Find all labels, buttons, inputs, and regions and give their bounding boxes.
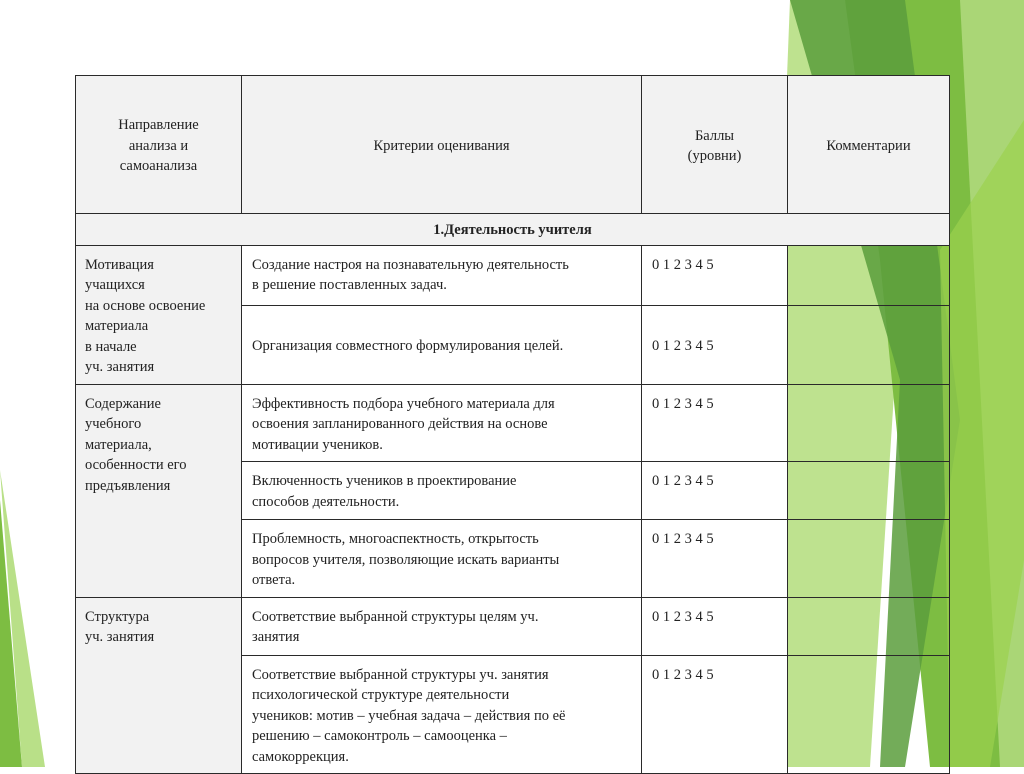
header-direction: Направление анализа и самоанализа — [76, 76, 242, 214]
header-scores: Баллы (уровни) — [642, 76, 788, 214]
criterion-cell: Соответствие выбранной структуры уч. занятия психологической структуре деятельности учеников: мотив – учебная задача – действия по её решению – самоконтроль – самооценка – самокоррекция. — [242, 655, 642, 774]
direction-cell: Содержание учебного материала, особенности его предъявления — [76, 384, 242, 597]
score-cell: 0 1 2 3 4 5 — [642, 245, 788, 305]
comment-cell[interactable] — [788, 245, 950, 305]
header-row — [76, 76, 950, 214]
criterion-cell: Эффективность подбора учебного материала для освоения запланированного действия на основе мотивации учеников. — [242, 384, 642, 462]
comment-cell[interactable] — [788, 520, 950, 598]
table-row — [76, 245, 950, 305]
section-title: 1.Деятельность учителя — [76, 214, 950, 246]
comment-cell[interactable] — [788, 305, 950, 384]
header-comments: Комментарии — [788, 76, 950, 214]
comment-cell[interactable] — [788, 597, 950, 655]
criterion-cell: Организация совместного формулирования целей. — [242, 305, 642, 384]
score-cell: 0 1 2 3 4 5 — [642, 305, 788, 384]
criterion-cell: Проблемность, многоаспектность, открытость вопросов учителя, позволяющие искать варианты ответа. — [242, 520, 642, 598]
section-row — [76, 214, 950, 246]
score-cell: 0 1 2 3 4 5 — [642, 597, 788, 655]
criterion-cell: Соответствие выбранной структуры целям уч. занятия — [242, 597, 642, 655]
table-row — [76, 597, 950, 655]
criterion-cell: Включенность учеников в проектирование способов деятельности. — [242, 462, 642, 520]
comment-cell[interactable] — [788, 462, 950, 520]
evaluation-table — [75, 75, 950, 774]
score-cell: 0 1 2 3 4 5 — [642, 462, 788, 520]
score-cell: 0 1 2 3 4 5 — [642, 655, 788, 774]
score-cell: 0 1 2 3 4 5 — [642, 384, 788, 462]
comment-cell[interactable] — [788, 655, 950, 774]
comment-cell[interactable] — [788, 384, 950, 462]
direction-cell: Мотивация учащихся на основе освоение материала в начале уч. занятия — [76, 245, 242, 384]
score-cell: 0 1 2 3 4 5 — [642, 520, 788, 598]
header-criteria: Критерии оценивания — [242, 76, 642, 214]
table-row — [76, 384, 950, 462]
direction-cell: Структура уч. занятия — [76, 597, 242, 774]
criterion-cell: Создание настроя на познавательную деятельность в решение поставленных задач. — [242, 245, 642, 305]
